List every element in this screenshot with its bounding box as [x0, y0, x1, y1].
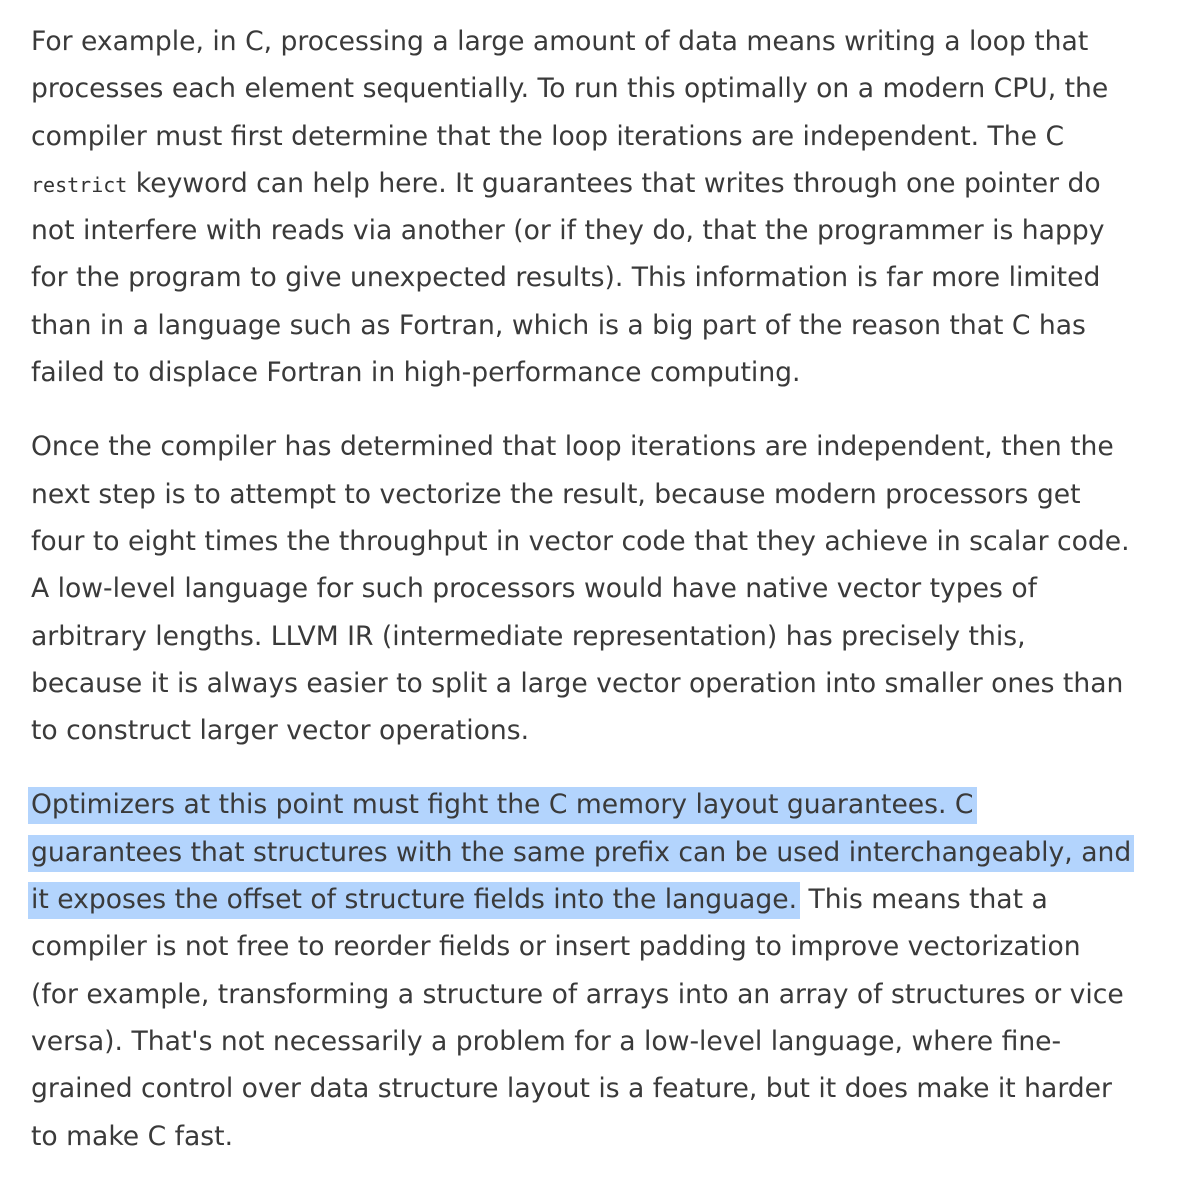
- text-fragment: This means that a: [800, 884, 1048, 916]
- text-line: Once the compiler has determined that loop iterations are independent, then the: [31, 431, 1114, 463]
- restrict-keyword-code: restrict: [31, 172, 128, 197]
- text-line: four to eight times the throughput in vector code that they achieve in scalar code.: [31, 525, 1130, 557]
- paragraph-vectorize: [31, 423, 1191, 754]
- text-line: next step is to attempt to vectorize the result, because modern processors get: [31, 478, 1081, 510]
- text-line: to construct larger vector operations.: [31, 715, 530, 747]
- text-line: arbitrary lengths. LLVM IR (intermediate representation) has precisely this,: [31, 620, 1026, 652]
- text-line: For example, in C, processing a large amount of data means writing a loop that: [31, 26, 1089, 57]
- text-line: processes each element sequentially. To run this optimally on a modern CPU, the: [31, 73, 1109, 105]
- text-line: to make C fast.: [31, 1120, 234, 1152]
- text-line: for the program to give unexpected results). This information is far more limited: [31, 262, 1101, 294]
- text-line: compiler must first determine that the loop iterations are independent. The C: [31, 120, 1065, 152]
- text-line: A low-level language for such processors would have native vector types of: [31, 573, 1037, 605]
- text-line: [31, 876, 1191, 923]
- text-line: versa). That's not necessarily a problem for a low-level language, where fine-: [31, 1025, 1062, 1057]
- highlighted-text-selection[interactable]: Optimizers at this point must fight the C memory layout guarantees. C: [28, 787, 977, 824]
- text-line: than in a language such as Fortran, which is a big part of the reason that C has: [31, 309, 1086, 341]
- text-line: [31, 160, 1191, 207]
- highlighted-text-selection[interactable]: it exposes the offset of structure fields into the language.: [28, 882, 800, 919]
- article-body: [31, 18, 1191, 1187]
- text-line: [31, 781, 1191, 828]
- text-line: [31, 829, 1191, 876]
- paragraph-memory-layout: [31, 781, 1191, 1159]
- text-line: grained control over data structure layout is a feature, but it does make it harder: [31, 1073, 1112, 1105]
- text-line: because it is always easier to split a large vector operation into smaller ones than: [31, 667, 1124, 699]
- highlighted-text-selection[interactable]: guarantees that structures with the same prefix can be used interchangeably, and: [28, 835, 1134, 872]
- text-fragment: keyword can help here. It guarantees that writes through one pointer do: [127, 167, 1101, 199]
- text-line: failed to displace Fortran in high-performance computing.: [31, 357, 801, 389]
- text-line: (for example, transforming a structure of arrays into an array of structures or vice: [31, 978, 1124, 1010]
- text-line: compiler is not free to reorder fields or insert padding to improve vectorization: [31, 931, 1081, 963]
- text-line: not interfere with reads via another (or if they do, that the programmer is happy: [31, 215, 1105, 247]
- paragraph-restrict: [31, 18, 1191, 396]
